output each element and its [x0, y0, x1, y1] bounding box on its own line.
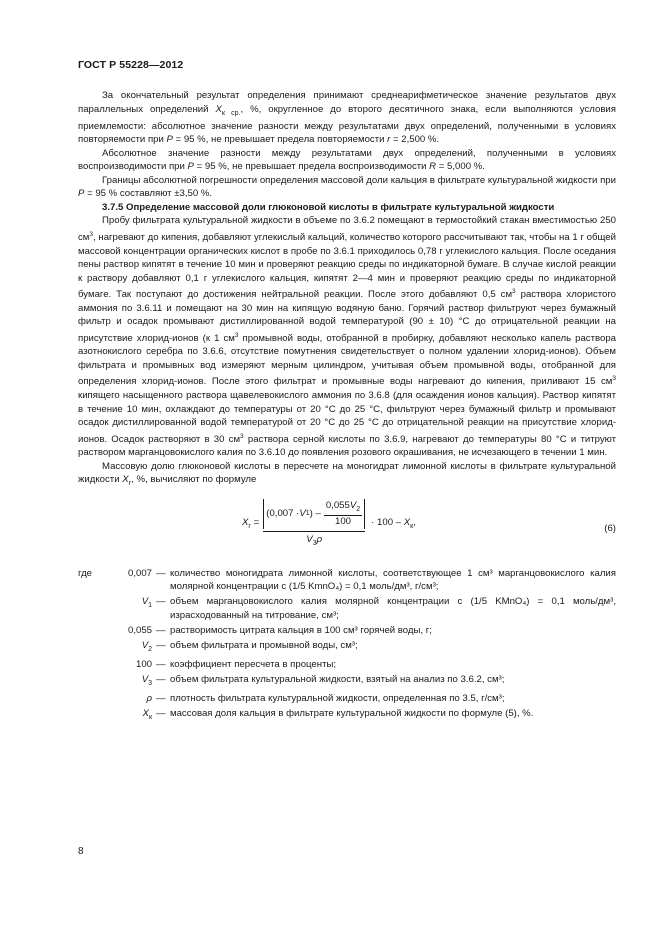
text-run: , %, округленное до второго десятичного знака, если выполняются условия приемлемости: абсолютное значение разности между результатами двух определений, полученными в условиях повторяемости при [78, 103, 616, 146]
def-symbol [120, 624, 156, 638]
superscript: 3 [612, 375, 616, 383]
symbol: 100 [135, 658, 152, 670]
text-run: (0,007 · [266, 508, 300, 519]
formula-tail [371, 516, 416, 533]
subscript: к [148, 713, 152, 721]
section-heading: 3.7.5 Определение массовой доли глюконовой кислоты в фильтрате культуральной жидкости [102, 201, 555, 213]
definition-row [78, 707, 616, 724]
def-text: количество моногидрата лимонной кислоты, соответствующее 1 см³ марганцовокислого калия молярной концентрации c (1/5 KmnO₄) = 0,1 моль/дм³, г/см³; [170, 567, 616, 593]
text-run: кипящего насыщенного раствора щавелевокислого аммония по 3.6.8 (для осаждения ионов кальция). Раствор кипятят в течение 10 мин, охлаждают до температуры от 20 °С до 25 °С, фильтруют через бумажный фильтр и промывают осадок дистиллированной водой температурой от 20 °С до 25 °С до отрицательной реакции на присутствие хлорид-ионов. Осадок растворяют в 30 см [78, 390, 616, 445]
def-dash: — [156, 596, 166, 608]
def-text: объем фильтрата культуральной жидкости, взятый на анализ по 3.6.2, см³; [170, 673, 505, 685]
formula-expression [242, 499, 416, 550]
symbol: 0,055 [127, 624, 152, 636]
text-run: Абсолютное значение разности между результатами двух определений, полученными в условиях воспроизводимости при [78, 147, 616, 173]
symbol: ρ [146, 692, 152, 704]
main-fraction [263, 499, 365, 550]
subscript: г [128, 480, 132, 488]
text-run: = 95 %, не превышает предела повторяемости [172, 134, 388, 146]
text-run: За окончательный результат определения принимают среднеарифметическое значение результатов двух параллельных определений [78, 90, 616, 115]
fraction-denominator [306, 532, 322, 550]
text-run: раствора хлористого аммония по 3.6.11 и помещают на 30 мин на кипящую водяную баню. Горячий раствор фильтруют через бумажный фильтр и осадок промывают дистиллированной водой температурой (90 ± 10) °С до отрицательной реакции на присутствие хлорид-ионов (к 1 см [78, 289, 616, 344]
text-run: · 100 – [371, 516, 404, 528]
def-lead [78, 639, 120, 656]
text-run: , [413, 516, 416, 528]
def-text: объем марганцовокислого калия молярной концентрации c (1/5 KMnO₄) = 0,1 моль/дм³, израсходованный на титрование, см³; [170, 596, 616, 621]
text-run: Пробу фильтрата культуральной жидкости в объеме по 3.6.2 помещают в термостойкий стакан вместимостью 250 см [78, 215, 616, 244]
symbol: X [215, 103, 222, 115]
symbol: V [349, 500, 357, 512]
def-text: массовая доля кальция в фильтрате культуральной жидкости по формуле (5), %. [170, 707, 534, 719]
def-dash: — [156, 673, 166, 685]
subscript: 3 [148, 679, 152, 687]
text-run: = 95 % составляют ±3,50 %. [84, 188, 213, 200]
symbol: X [142, 707, 149, 719]
def-lead [78, 595, 120, 622]
symbol: X [242, 516, 249, 528]
text-run: раствора серной кислоты по 3.6.9, нагревают до температуры 80 °С и титруют раствором марганцовокислого калия по 3.6.10 до появления розового окрашивания, не исчезающего в течении 1 мин. [78, 433, 616, 459]
definition-row [78, 567, 616, 594]
paragraph-error-bounds [78, 174, 616, 201]
def-dash: — [156, 639, 166, 651]
symbol: ρ [316, 533, 323, 545]
text-run: промывной воды, отобранной в пробирку, добавляют несколько капель раствора азотнокислого серебра по 3.6.6, отсутствие помутнения свидетельствует о полном удалении хлорид-ионов). Объем фильтрата и промывных вод измеряют мерным цилиндром, учитывая объем промывной воды, отобранной для определения хлорид-ионов. После этого фильтрат и промывные воды нагревают до кипения, приливают 15 см [78, 332, 616, 388]
symbol: R [429, 161, 437, 173]
symbol: P [166, 134, 173, 146]
subscript: г [248, 522, 251, 530]
symbol: P [78, 188, 85, 200]
subscript: 1 [148, 602, 152, 610]
def-symbol [120, 639, 156, 656]
def-symbol [120, 567, 156, 594]
def-text: объем фильтрата и промывной воды, см³; [170, 639, 358, 651]
definition-row [78, 658, 616, 672]
subscript: к [410, 522, 414, 530]
def-symbol [120, 595, 156, 622]
def-symbol [120, 707, 156, 724]
text-run: = 95 %, не превышает предела воспроизводимости [193, 161, 430, 173]
superscript: 3 [89, 230, 94, 238]
def-lead [78, 673, 120, 690]
def-text: коэффициент пересчета в проценты; [170, 658, 337, 670]
text-run: Массовую долю глюконовой кислоты в пересчете на моногидрат лимонной кислоты в фильтрате культуральной жидкости [78, 460, 616, 486]
inner-numerator [324, 500, 362, 516]
formula-lhs [242, 516, 259, 533]
superscript: 3 [240, 432, 244, 440]
formula-6 [78, 497, 616, 563]
def-lead [78, 658, 120, 672]
text-run: Границы абсолютной погрешности определения массовой доли кальция в фильтрате культуральной жидкости при [102, 174, 616, 186]
def-symbol [120, 658, 156, 672]
symbol: V [141, 639, 149, 651]
superscript: 3 [512, 288, 516, 296]
text-run: 0,055 [325, 500, 350, 512]
definitions-list [78, 567, 616, 724]
def-lead [78, 624, 120, 638]
document-header: ГОСТ Р 55228—2012 [78, 59, 184, 71]
equals-sign: = [250, 516, 260, 528]
subscript: 3 [312, 539, 317, 547]
def-lead: где [78, 567, 93, 579]
superscript: 3 [234, 331, 239, 339]
definition-row [78, 639, 616, 656]
symbol: X [403, 516, 411, 528]
def-dash: — [156, 707, 166, 719]
symbol: r [387, 134, 391, 146]
paragraph-formula-intro [78, 460, 616, 491]
def-dash: — [156, 692, 166, 704]
text-run: , %, вычисляют по формуле [131, 474, 257, 486]
inner-denominator: 100 [335, 516, 352, 528]
def-text: плотность фильтрата культуральной жидкости, определенная по 3.5, г/см³; [170, 692, 505, 704]
definition-row [78, 595, 616, 622]
symbol: V [299, 508, 306, 519]
equation-number: (6) [604, 522, 616, 534]
def-dash: — [156, 567, 166, 579]
definition-row [78, 673, 616, 690]
def-symbol [120, 673, 156, 690]
page-content [78, 89, 616, 725]
symbol: V [306, 533, 313, 545]
text-run: , нагревают до кипения, добавляют углекислый кальций, количество которого рассчитывают так, чтобы на 1 г общей массовой концентрации органических кислот в пробе по 3.6.1 приходилось 0,78 г углекислого кальция. После оседания пены раствор кипятят в течение 10 мин и проверяют реакцию среды по индикаторной бумаге. В случае кислой реакции к раствору добавляют 0,1 г углекислого кальция, кипятят 2—4 мин и проверяют реакцию среды по индикаторной бумаге. Так поступают до достижения нейтральной реакции. После этого добавляют 0,5 см [78, 232, 616, 301]
page-number: 8 [78, 846, 84, 857]
def-lead [78, 692, 120, 706]
paragraph-procedure [78, 214, 616, 459]
text-run: ) – [309, 508, 321, 519]
subscript: 1 [305, 510, 310, 517]
def-lead [78, 707, 120, 724]
definition-row [78, 624, 616, 638]
inner-fraction [324, 500, 362, 527]
definition-row [78, 692, 616, 706]
def-text: растворимость цитрата кальция в 100 см³ горячей воды, г; [170, 624, 432, 636]
fraction-numerator [263, 499, 365, 529]
symbol: V [141, 596, 149, 608]
def-dash: — [156, 658, 166, 670]
paragraph-final-result [78, 89, 616, 147]
def-symbol [120, 692, 156, 706]
subscript: 2 [148, 645, 152, 653]
symbol: P [187, 161, 194, 173]
paragraph-reproducibility [78, 147, 616, 174]
text-run: = 5,000 %. [436, 161, 485, 173]
symbol: 0,007 [127, 567, 152, 579]
subscript: 2 [356, 506, 361, 514]
subscript: к ср. [221, 109, 241, 117]
symbol: V [141, 673, 149, 685]
def-dash: — [156, 624, 166, 636]
text-run: = 2,500 %. [390, 134, 440, 146]
symbol: X [122, 474, 129, 486]
